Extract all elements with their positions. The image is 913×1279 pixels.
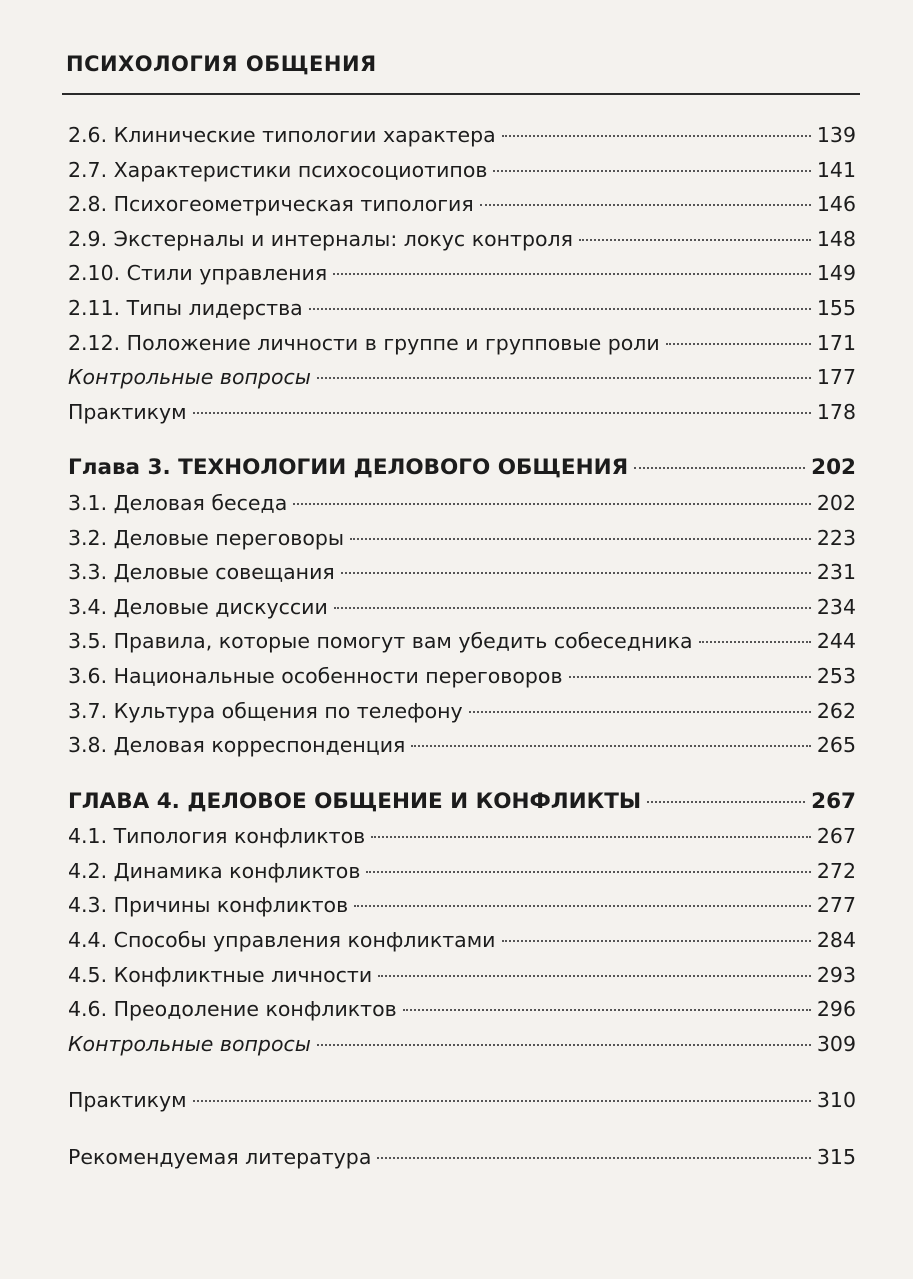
dot-leader (493, 170, 810, 172)
toc-entry-page: 253 (816, 663, 856, 688)
toc-entry-page: 148 (816, 226, 856, 251)
toc-entry-title: 4.5. Конфликтные личности (68, 962, 373, 987)
toc-entry (68, 486, 856, 521)
toc-entry (68, 659, 856, 694)
toc-entry (68, 291, 856, 326)
toc-entry-title: 2.12. Положение личности в группе и групповые роли (68, 330, 660, 355)
toc-entry-title: 2.7. Характеристики психосоциотипов (68, 157, 488, 182)
dot-leader (569, 676, 811, 678)
toc-entry-page: 310 (816, 1088, 856, 1113)
dot-leader (579, 239, 811, 241)
dot-leader (411, 745, 810, 747)
toc-entry-title: 3.5. Правила, которые помогут вам убедить собеседника (68, 629, 693, 654)
toc-entry (68, 888, 856, 923)
toc-entry (68, 1083, 856, 1118)
table-of-contents (68, 118, 856, 1175)
toc-entry (68, 854, 856, 889)
dot-leader (317, 377, 811, 379)
dot-leader (334, 607, 811, 609)
dot-leader (377, 1157, 810, 1159)
toc-entry (68, 624, 856, 659)
toc-entry-page: 267 (811, 788, 856, 814)
toc-entry-page: 277 (816, 893, 856, 918)
toc-entry-title: Контрольные вопросы (68, 365, 311, 390)
running-head-title: ПСИХОЛОГИЯ ОБЩЕНИЯ (66, 52, 377, 76)
toc-entry (68, 1027, 856, 1062)
toc-entry-page: 141 (816, 157, 856, 182)
toc-entry-title: 3.8. Деловая корреспонденция (68, 733, 406, 758)
toc-entry-title: 2.9. Экстерналы и интерналы: локус контроля (68, 226, 573, 251)
toc-entry-title: 3.1. Деловая беседа (68, 490, 288, 515)
dot-leader (371, 836, 811, 838)
toc-entry (68, 819, 856, 854)
toc-entry-page: 231 (816, 560, 856, 585)
toc-entry-title: 4.6. Преодоление конфликтов (68, 997, 397, 1022)
toc-entry (68, 187, 856, 222)
toc-entry-title: 2.11. Типы лидерства (68, 295, 303, 320)
section-gap (68, 1118, 856, 1140)
toc-entry (68, 992, 856, 1027)
toc-entry-title: Глава 3. ТЕХНОЛОГИИ ДЕЛОВОГО ОБЩЕНИЯ (68, 455, 629, 481)
toc-entry (68, 694, 856, 729)
toc-entry-page: 155 (816, 295, 856, 320)
dot-leader (341, 572, 811, 574)
dot-leader (378, 975, 811, 977)
toc-entry-page: 178 (816, 399, 856, 424)
dot-leader (309, 308, 811, 310)
toc-entry-page: 293 (816, 962, 856, 987)
toc-entry-title: 4.2. Динамика конфликтов (68, 858, 361, 883)
toc-entry-page: 267 (816, 824, 856, 849)
toc-entry-title: 4.3. Причины конфликтов (68, 893, 349, 918)
dot-leader (469, 711, 811, 713)
toc-entry-page: 265 (816, 733, 856, 758)
toc-entry-page: 262 (816, 698, 856, 723)
toc-entry-title: 3.4. Деловые дискуссии (68, 594, 328, 619)
section-gap (68, 763, 856, 785)
toc-entry-page: 146 (816, 192, 856, 217)
dot-leader (354, 905, 811, 907)
toc-entry-page: 202 (816, 490, 856, 515)
toc-entry-title: 2.6. Клинические типологии характера (68, 123, 496, 147)
toc-entry-title: 2.8. Психогеометрическая типология (68, 192, 474, 217)
toc-entry-title: Практикум (68, 1088, 187, 1113)
toc-entry-page: 284 (816, 928, 856, 953)
dot-leader (634, 467, 805, 469)
toc-entry-page: 309 (816, 1031, 856, 1056)
dot-leader (193, 412, 811, 414)
toc-entry-title: 4.4. Способы управления конфликтами (68, 928, 496, 953)
dot-leader (699, 641, 811, 643)
toc-entry-page: 171 (816, 330, 856, 355)
section-gap (68, 1061, 856, 1083)
toc-entry-title: 3.7. Культура общения по телефону (68, 698, 463, 723)
toc-entry (68, 521, 856, 556)
toc-entry (68, 360, 856, 395)
toc-entry (68, 326, 856, 361)
toc-entry-title: ГЛАВА 4. ДЕЛОВОЕ ОБЩЕНИЕ И КОНФЛИКТЫ (68, 788, 642, 814)
dot-leader (293, 503, 811, 505)
dot-leader (502, 135, 811, 137)
toc-entry (68, 1140, 856, 1175)
toc-entry-title: 3.6. Национальные особенности переговоров (68, 663, 563, 688)
toc-entry (68, 923, 856, 958)
toc-entry (68, 118, 856, 153)
dot-leader (480, 204, 811, 206)
toc-entry-page: 177 (816, 365, 856, 390)
section-gap (68, 429, 856, 451)
toc-entry-title: Контрольные вопросы (68, 1031, 311, 1056)
toc-entry (68, 958, 856, 993)
header-rule (62, 93, 860, 95)
toc-entry-page: 244 (816, 629, 856, 654)
toc-entry-page: 139 (816, 123, 856, 147)
toc-chapter (68, 451, 856, 486)
toc-entry (68, 590, 856, 625)
toc-entry-title: Практикум (68, 399, 187, 424)
dot-leader (350, 538, 811, 540)
dot-leader (317, 1044, 811, 1046)
toc-entry-page: 202 (811, 455, 856, 481)
toc-entry-page: 315 (816, 1145, 856, 1170)
dot-leader (666, 343, 811, 345)
dot-leader (647, 801, 805, 803)
toc-entry (68, 728, 856, 763)
toc-entry-title: 3.2. Деловые переговоры (68, 525, 345, 550)
toc-entry-title: Рекомендуемая литература (68, 1145, 372, 1170)
toc-entry (68, 256, 856, 291)
toc-entry-page: 223 (816, 525, 856, 550)
toc-entry-title: 3.3. Деловые совещания (68, 560, 335, 585)
toc-entry (68, 555, 856, 590)
toc-entry-page: 149 (816, 261, 856, 286)
toc-entry-page: 234 (816, 594, 856, 619)
toc-entry (68, 222, 856, 257)
toc-chapter (68, 785, 856, 820)
dot-leader (502, 940, 811, 942)
dot-leader (403, 1009, 811, 1011)
toc-entry-title: 4.1. Типология конфликтов (68, 824, 366, 849)
toc-entry-title: 2.10. Стили управления (68, 261, 328, 286)
toc-entry (68, 153, 856, 188)
toc-entry-page: 296 (816, 997, 856, 1022)
dot-leader (193, 1100, 811, 1102)
dot-leader (366, 871, 810, 873)
toc-entry-page: 272 (816, 858, 856, 883)
toc-entry (68, 395, 856, 430)
dot-leader (333, 273, 811, 275)
